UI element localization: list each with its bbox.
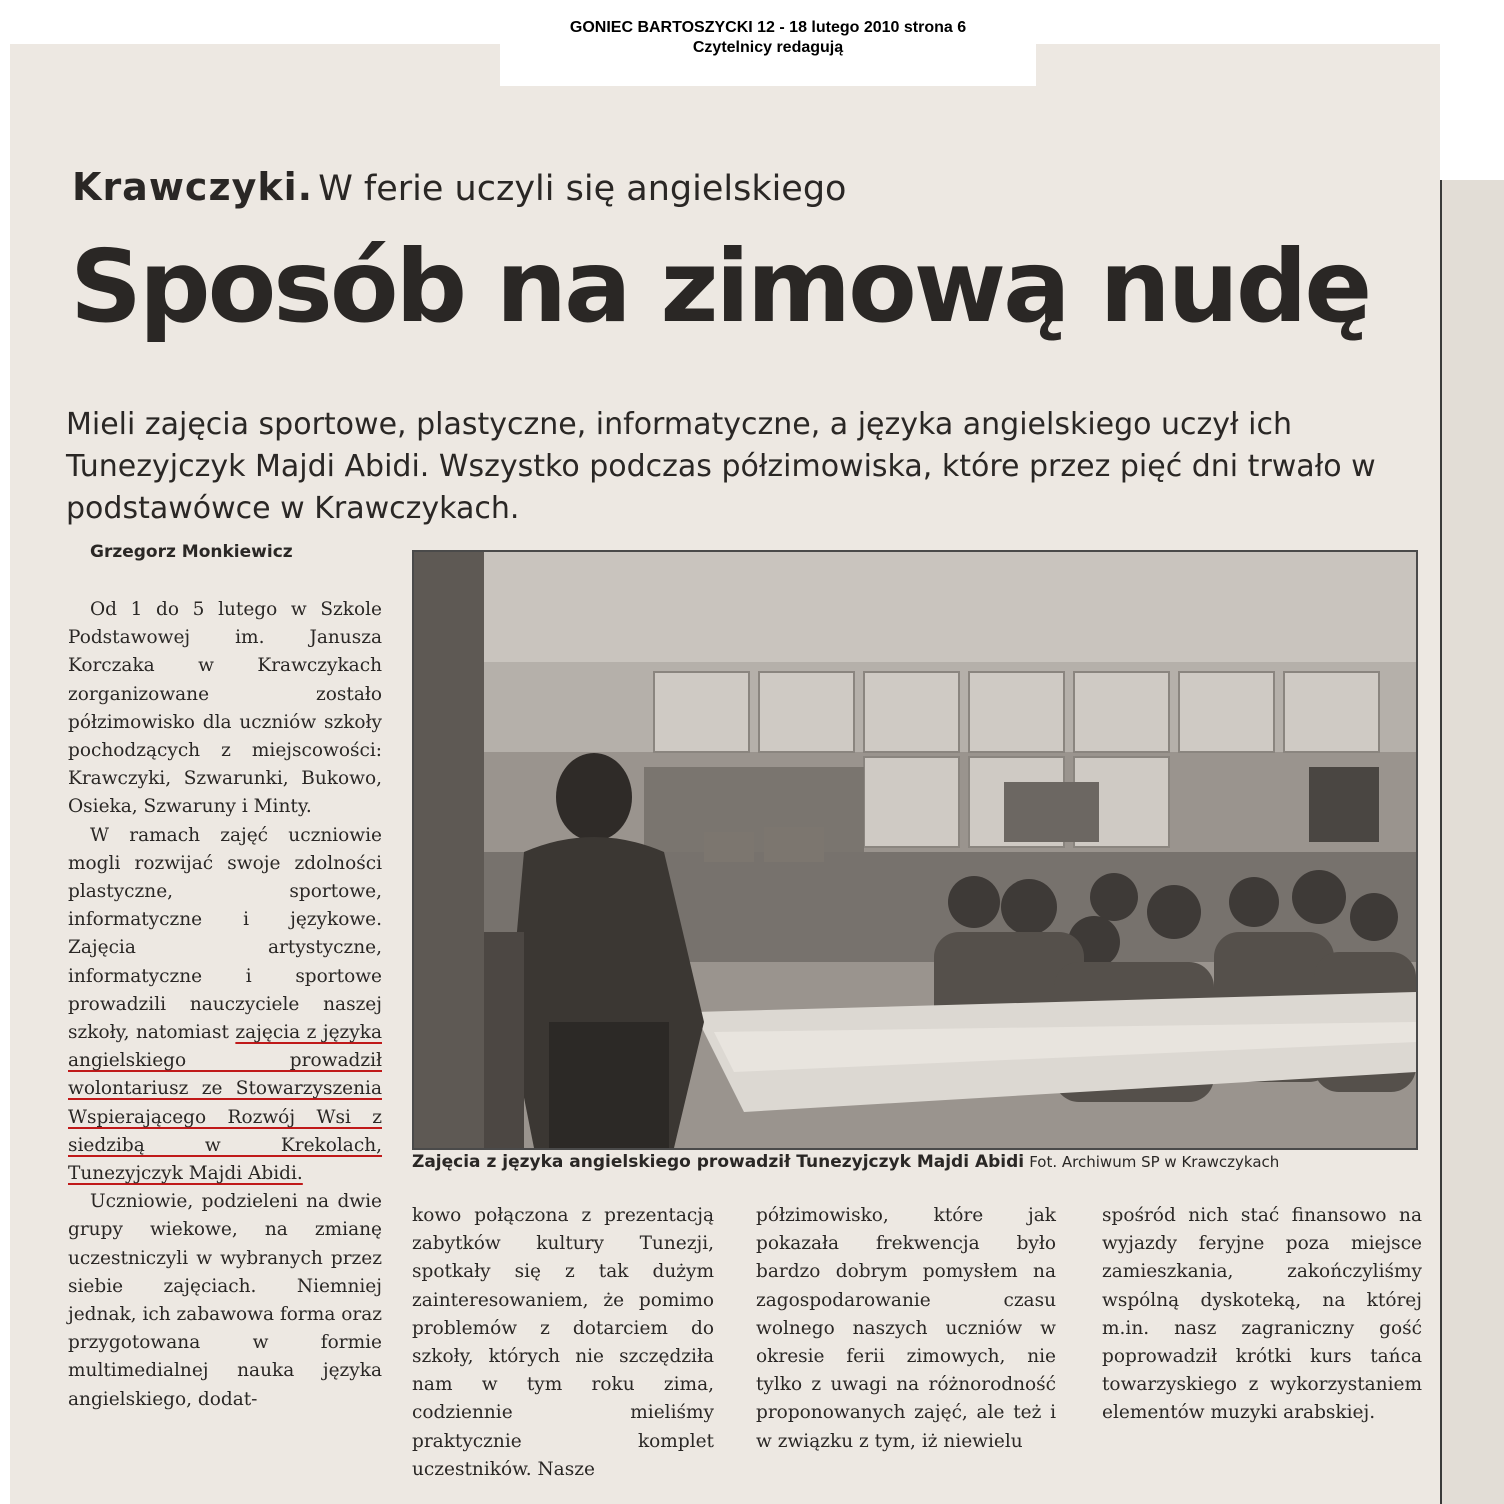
classroom-photo-illustration <box>414 552 1416 1148</box>
paragraph: Uczniowie, podzieleni na dwie grupy wiekowe, na zmianę uczestniczyli w wybranych przez siebie zajęciach. Niemniej jednak, ich zabawowa forma oraz przygotowana w formie multimedialnej nauka języka angielskiego, dodat- <box>68 1191 382 1410</box>
caption-text: Zajęcia z języka angielskiego prowadził Tunezyjczyk Majdi Abidi <box>412 1152 1025 1172</box>
article-kicker <box>72 165 846 209</box>
text-column-2 <box>412 1202 714 1484</box>
text-column-3 <box>756 1202 1056 1456</box>
article-photo <box>412 550 1418 1150</box>
paragraph: kowo połączona z prezentacją zabytków kultury Tunezji, spotkały się z tak dużym zainteresowaniem, że pomimo problemów z dotarciem do szkoły, których nie szczędziła nam w tym roku zima, codziennie mieliśmy praktycznie komplet uczestników. Nasze <box>412 1205 714 1480</box>
paragraph <box>68 822 382 1189</box>
masthead-section-line: Czytelnicy redagują <box>692 39 844 56</box>
photo-credit: Fot. Archiwum SP w Krawczykach <box>1029 1153 1280 1171</box>
article-lead: Mieli zajęcia sportowe, plastyczne, informatyczne, a języka angielskiego uczył ich Tunezyjczyk Majdi Abidi. Wszystko podczas półzimowiska, które przez pięć dni trwało w podstawówce w Krawczykach. <box>66 407 1376 526</box>
paragraph: Od 1 do 5 lutego w Szkole Podstawowej im. Janusza Korczaka w Krawczykach zorganizowane zostało półzimowisko dla uczniów szkoły pochodzących z miejscowości: Krawczyki, Szwarunki, Bukowo, Osieka, Szwaruny i Minty. <box>68 599 382 818</box>
kicker-text: W ferie uczyli się angielskiego <box>318 169 847 209</box>
photo-caption <box>412 1152 1422 1172</box>
text-column-4 <box>1102 1202 1422 1428</box>
adjacent-article-fragment <box>1440 180 1504 1504</box>
kicker-place: Krawczyki. <box>72 165 314 209</box>
paragraph: spośród nich stać finansowo na wyjazdy feryjne poza miejsce zamieszkania, zakończyliśmy wspólną dyskoteką, na której m.in. nasz zagraniczny gość poprowadził krótki kurs tańca towarzyskiego z wykorzystaniem elementów muzyki arabskiej. <box>1102 1205 1422 1424</box>
article-author: Grzegorz Monkiewicz <box>90 542 293 562</box>
article-headline: Sposób na zimową nudę <box>70 228 1370 345</box>
masthead-issue-line: GONIEC BARTOSZYCKI 12 - 18 lutego 2010 strona 6 <box>569 19 967 36</box>
highlighted-passage: zajęcia z języka angielskiego prowadził wolontariusz ze Stowarzyszenia Wspierającego Rozwój Wsi z siedzibą w Krekolach, Tunezyjczyk Majdi Abidi. <box>68 1022 382 1185</box>
paragraph-text: W ramach zajęć uczniowie mogli rozwijać swoje zdolności plastyczne, sportowe, informatyczne i językowe. Zajęcia artystyczne, informatyczne i sportowe prowadzili nauczyciele naszej szkoły, natomiast <box>68 824 382 1044</box>
text-column-1 <box>68 596 382 1414</box>
masthead <box>500 0 1036 86</box>
paragraph: półzimowisko, które jak pokazała frekwencja było bardzo dobrym pomysłem na zagospodarowanie czasu wolnego naszych uczniów w okresie ferii zimowych, nie tylko z uwagi na różnorodność proponowanych zajęć, ale też i w związku z tym, iż niewielu <box>756 1205 1056 1452</box>
